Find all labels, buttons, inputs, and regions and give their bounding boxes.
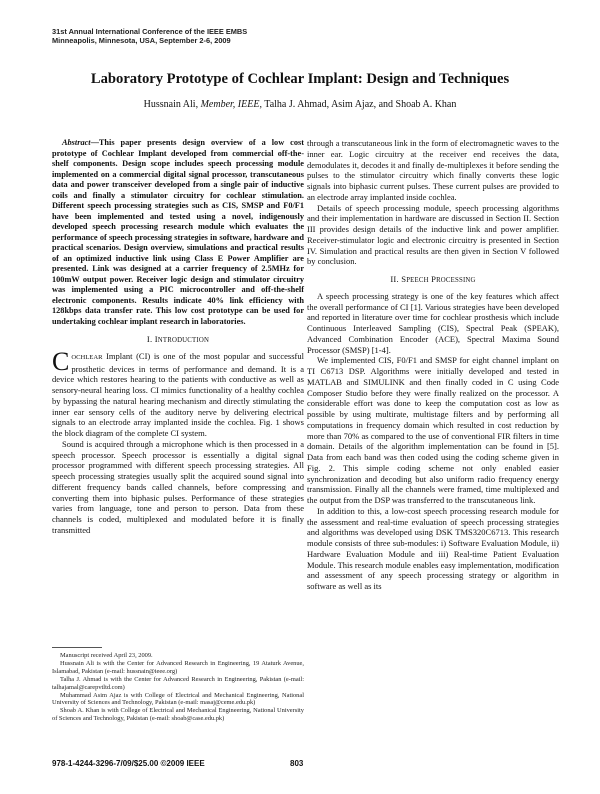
right-column xyxy=(307,138,559,592)
footnote-divider xyxy=(52,647,102,648)
speech-paragraph-3: In addition to this, a low-cost speech processing research module for the assessment and real-time evaluation of speech processing strategies and algorithms was developed using DSK TMS320C6713. This research module consists of three sub-modules: i) Software Evaluation Module, ii) Hardware Evaluation Module and iii) Real-time Patient Evaluation Module. This research module enables easy implementation, modification and assessment of any speech processing strategy or algorithm in software as well as its xyxy=(307,505,559,591)
drop-cap-rest: OCHLEAR xyxy=(71,353,103,361)
author-membership: Member, IEEE, xyxy=(200,99,262,110)
section-rest: ROCESSING xyxy=(436,277,476,284)
intro-paragraph-1-text: Implant (CI) is one of the most popular and successful prosthetic devices in terms of performance and demand. It is a device which restores hearing to the patients with conductive as well as sensory-neural hearing loss. CI mimics functionality of a healthy cochlea by bypassing the natural hearing mechanism and directly stimulating the inner ear sensory cells of the auditory nerve by delivering electrical signals to an electrode array implanted inside the cochlea. Fig. 1 shows the block diagram of the complete CI system. xyxy=(52,350,304,438)
section-initial: I xyxy=(154,334,158,344)
footnote: Talha J. Ahmad is with the Center for Advanced Research in Engineering, Pakistan (e-mail: talhajamal@carepvtltd.com) xyxy=(52,675,304,691)
paper-title: Laboratory Prototype of Cochlear Implant: Design and Techniques xyxy=(90,71,510,87)
section-initial: S xyxy=(401,274,407,284)
abstract xyxy=(52,138,304,327)
abstract-text: —This paper presents design overview of a low cost prototype of Cochlear Implant developed from commercial off-the-shelf components. Design scope includes speech processing module implemented on a commercial digital signal processor, transcutaneous data and power transceiver developed from a single pair of inductive coils and finally a stimulator circuitry for cochlear stimulation. Different speech processing strategies such as CIS, SMSP and F0/F1 have been implemented and tested using a novel, indigenously developed speech processing research module which evaluates the performance of speech processing strategies in software, hardware and practical scenarios. Design overview, simulations and practical results of an optimized inductive link using Class E Power Amplifier are presented. Link was designed at a carrier frequency of 2.5MHz for 100mW output power. Receiver logic design and stimulator circuitry was implemented using a PIC microcontroller and off-the-shelf electronic components. Results indicate 40% link efficiency with 128kbps data transfer rate. This low cost prototype can be used for undertaking cochlear implant research in laboratories. xyxy=(52,138,304,326)
drop-cap: C xyxy=(52,346,70,376)
intro-paragraph-2: Sound is acquired through a microphone which is then processed in a speech processor. Speech processor is essentially a digital signal processor programmed with different speech processing strategies. All speech processing strategies usually split the acquired sound signal into different frequency bands called channels, before compressing and converting them into biphasic pulses. Performance of these strategies varies from language, tone and person to person. Data from these channels is coded, multiplexed and modulated before it is finally transmitted xyxy=(52,438,304,535)
section-numeral: I. xyxy=(146,334,153,344)
conference-header xyxy=(52,27,247,45)
author-first: Hussnain Ali, xyxy=(143,99,199,110)
footnote: Shoab A. Khan is with College of Electrical and Mechanical Engineering, National University of Sciences and Technology, Pakistan (e-mail: shoab@case.edu.pk) xyxy=(52,707,304,723)
section-initial: P xyxy=(431,274,437,284)
speech-paragraph-1: A speech processing strategy is one of the key features which affect the overall performance of CI [1]. Various strategies have been developed and reported in literature over time for cochlear prosthesis which include Continuous Interleaved Sampling (CIS), Spectral Peak (SPEAK), Advanced Combination Encoder (ACE), Spectral Maxima Sound Processor (SMSP) [1-4]. xyxy=(307,290,559,355)
author-rest: Talha J. Ahmad, Asim Ajaz, and Shoab A. Khan xyxy=(264,99,457,110)
intro-paragraph-continued: through a transcutaneous link in the form of electromagnetic waves to the inner ear. Logic circuitry at the receiver end receives the data, demodulates it, decodes it and finally de-multiplexes it before sending the pulses to the stimulator circuitry which finally converts these logic signals into biphasic current pulses. These current pulses are provided to an electrode array implanted inside cochlea. xyxy=(307,138,559,202)
conference-line-1: 31st Annual International Conference of the IEEE EMBS xyxy=(52,27,248,36)
footer-isbn: 978-1-4244-3296-7/09/$25.00 ©2009 IEEE xyxy=(52,759,205,768)
intro-paragraph-1 xyxy=(52,346,304,439)
section-rest: PEECH xyxy=(406,277,429,284)
left-column xyxy=(52,138,304,536)
section-rest: NTRODUCTION xyxy=(157,337,210,344)
conference-line-2: Minneapolis, Minnesota, USA, September 2-6, 2009 xyxy=(52,36,231,45)
abstract-lead: Abstract xyxy=(62,138,91,147)
page-number: 803 xyxy=(290,759,304,768)
footnote: Manuscript received April 23, 2009. xyxy=(60,652,153,659)
author-list xyxy=(40,99,560,110)
footnote: Hussnain Ali is with the Center for Advanced Research in Engineering, 19 Ataturk Avenue, Islamabad, Pakistan (e-mail: hussnain@ieee.org) xyxy=(52,659,304,675)
footnotes xyxy=(52,652,304,723)
section-numeral: II. xyxy=(390,274,399,284)
speech-paragraph-2: We implemented CIS, F0/F1 and SMSP for eight channel implant on TI C6713 DSP. Algorithms were initially developed and tested in MATLAB and SIMULINK and then finally coded in C using Code Composer Studio before they were finally realized on the processor. A considerable effort was done to keep the computation cost as low as possible by using multirate, multistage filters and by performing all computations in frequency domain which resulted in cost reduction by more than 70% as compared to the use of conventional FIR filters in time domain. Details of the algorithm implementation can be found in [5]. Data from each band was then coded using the coding scheme given in Fig. 2. This simple coding scheme not only enabled easier synchronization and decoding but also uniform radio frequency energy transmission. Finally all the channels were framed, time multiplexed and the output from the DSP was transferred to the transcutaneous link. xyxy=(307,355,559,505)
intro-paragraph-outline: Details of speech processing module, speech processing algorithms and their implementation in hardware are discussed in Section II. Section III provides design details of the inductive link and power amplifier. Receiver-stimulator logic and electronic circuitry is presented in Section IV. Simulation and practical results are then given in Section V followed by conclusion. xyxy=(307,202,559,267)
section-heading-speech-processing xyxy=(307,274,559,287)
section-heading-introduction xyxy=(52,334,304,347)
footnote: Muhammad Asim Ajaz is with College of Electrical and Mechanical Engineering, National University of Sciences and Technology, Pakistan (e-mail: masaj@ceme.edu.pk) xyxy=(52,691,304,707)
